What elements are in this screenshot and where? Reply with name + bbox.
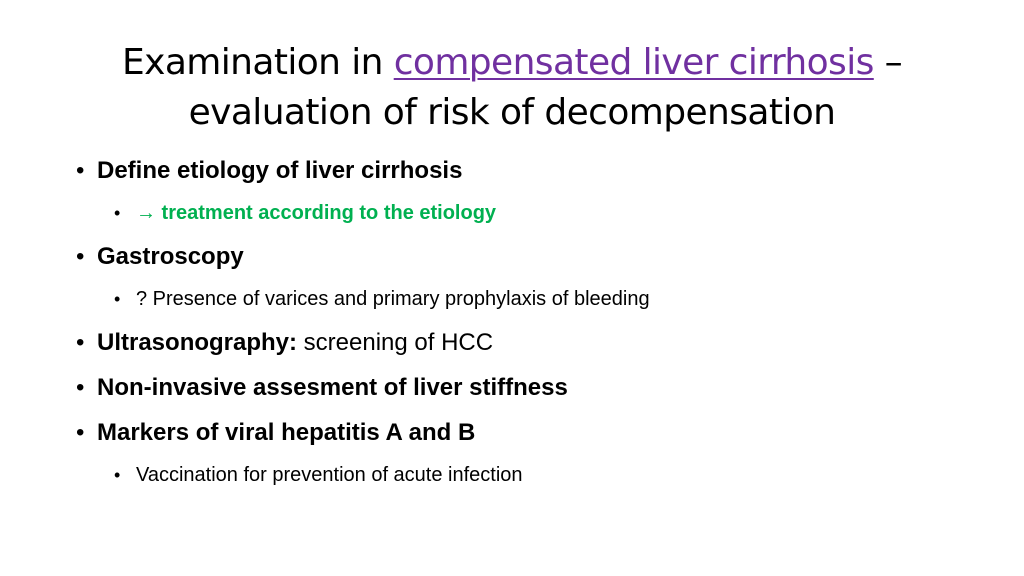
bullet-etiology bbox=[76, 152, 976, 197]
bullet-text: Markers of viral hepatitis A and B bbox=[97, 419, 476, 446]
title-line-1 bbox=[60, 38, 964, 88]
bullet-dot: • bbox=[76, 243, 85, 270]
sub-bullet-text: → treatment according to the etiology bbox=[136, 202, 497, 224]
sub-bullet-text: ? Presence of varices and primary prophylaxis of bleeding bbox=[136, 288, 650, 310]
bullet-liver-stiffness bbox=[76, 369, 976, 414]
sub-bullet-treatment bbox=[114, 197, 976, 238]
title-line-2: evaluation of risk of decompensation bbox=[188, 92, 836, 133]
sub-bullet-vaccination bbox=[114, 459, 976, 500]
bullet-dot: • bbox=[76, 157, 85, 184]
bullet-dot: • bbox=[76, 329, 85, 356]
slide-title bbox=[60, 38, 964, 138]
bullet-dot: • bbox=[114, 289, 121, 309]
title-dash: – bbox=[873, 42, 903, 83]
sub-bullet-text: Vaccination for prevention of acute infection bbox=[136, 464, 523, 486]
bullet-dot: • bbox=[114, 203, 121, 223]
bullet-ultrasonography bbox=[76, 324, 976, 369]
title-hyperlink[interactable]: compensated liver cirrhosis bbox=[393, 42, 874, 83]
bullet-viral-markers bbox=[76, 414, 976, 459]
bullet-gastroscopy bbox=[76, 238, 976, 283]
bullet-text: Non-invasive assesment of liver stiffness bbox=[97, 374, 568, 401]
bullet-dot: • bbox=[114, 465, 121, 485]
bullet-text: Gastroscopy bbox=[97, 243, 244, 270]
bullet-text: Define etiology of liver cirrhosis bbox=[97, 157, 463, 184]
bullet-list bbox=[76, 152, 976, 500]
title-text-start: Examination in bbox=[121, 42, 394, 83]
bullet-dot: • bbox=[76, 374, 85, 401]
sub-bullet-varices bbox=[114, 283, 976, 324]
bullet-text: screening of HCC bbox=[297, 329, 494, 356]
bullet-dot: • bbox=[76, 419, 85, 446]
bullet-label: Ultrasonography: bbox=[97, 329, 298, 356]
